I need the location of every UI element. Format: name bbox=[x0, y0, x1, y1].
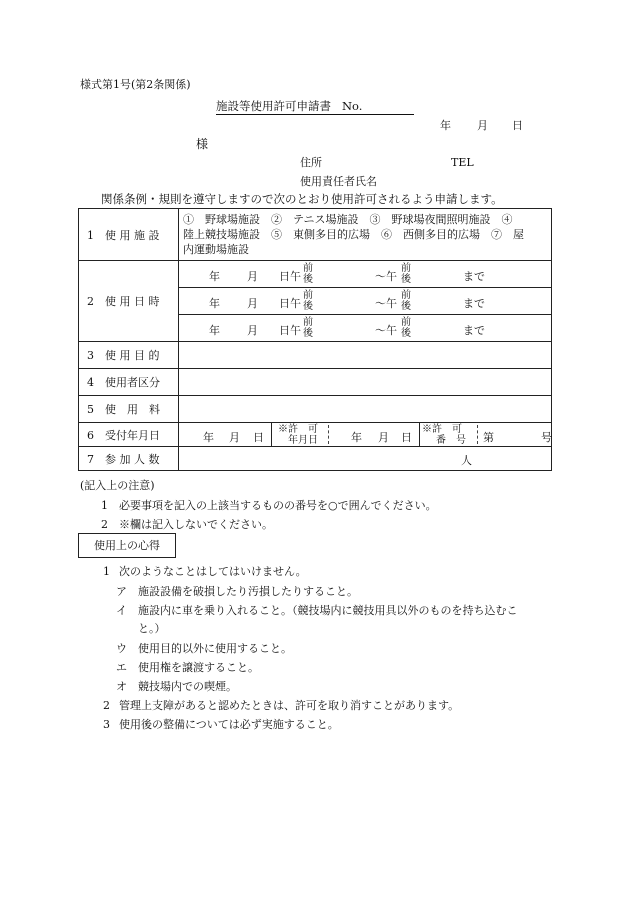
label-receipt bbox=[79, 423, 179, 447]
subitem-mark: エ bbox=[116, 661, 127, 674]
receipt-month: 月 bbox=[229, 431, 240, 444]
facility-options[interactable] bbox=[179, 209, 552, 261]
receipt-year: 年 bbox=[203, 431, 214, 444]
dt-month: 月 bbox=[247, 270, 258, 283]
row-facility bbox=[79, 209, 552, 261]
notes-header: (記入上の注意) bbox=[80, 479, 155, 492]
subitem-mark: ウ bbox=[116, 642, 127, 655]
dt-year: 年 bbox=[209, 270, 220, 283]
label-num: 2 bbox=[87, 295, 94, 308]
label-num: 6 bbox=[87, 428, 94, 442]
participants-unit: 人 bbox=[461, 454, 472, 467]
guideline-num: 2 bbox=[103, 699, 110, 712]
guideline-item bbox=[103, 563, 307, 579]
dt-range: ～午 bbox=[375, 270, 397, 283]
subitem-text: 施設内に車を乗り入れること。（競技場内に競技用具以外のものを持ち込むこ bbox=[138, 604, 518, 617]
guidelines-header: 使用上の心得 bbox=[78, 533, 176, 558]
label-facility bbox=[79, 209, 179, 261]
facility-line-2: 陸上競技場施設 ⑤ 東側多目的広場 ⑥ 西側多目的広場 ⑦ 屋 bbox=[183, 228, 524, 241]
subitem-text: 施設設備を破損したり汚損したりすること。 bbox=[138, 585, 358, 598]
label-text: 使 用 施 設 bbox=[105, 228, 160, 242]
application-table bbox=[78, 208, 552, 471]
row-fee bbox=[79, 396, 552, 423]
intro-text: 関係条例・規則を遵守しますので次のとおり使用許可されるよう申請します。 bbox=[101, 192, 503, 206]
label-text: 使用者区分 bbox=[105, 376, 160, 389]
divider bbox=[419, 423, 420, 446]
receipt-cell bbox=[179, 423, 552, 447]
subitem-mark: イ bbox=[116, 604, 127, 617]
header-day: 日 bbox=[512, 119, 523, 132]
note-item bbox=[101, 516, 273, 532]
address-label: 住所 bbox=[300, 156, 322, 169]
label-participants bbox=[79, 447, 179, 471]
datetime-slot[interactable] bbox=[179, 315, 552, 342]
guideline-subitem bbox=[116, 678, 237, 694]
note-text: ※欄は記入しないでください。 bbox=[119, 518, 273, 531]
participants-field[interactable] bbox=[179, 447, 552, 471]
dt-day-am: 日午 bbox=[279, 297, 301, 310]
permit-date-label: ※許 可 年月日 bbox=[278, 424, 318, 446]
label-num: 3 bbox=[87, 349, 94, 362]
header-year: 年 bbox=[440, 119, 451, 132]
dt-until: まで bbox=[463, 297, 485, 310]
permit-year: 年 bbox=[351, 431, 362, 444]
subitem-text: 競技場内での喫煙。 bbox=[138, 680, 237, 693]
dt-end-ampm: 前 後 bbox=[401, 263, 411, 285]
dt-start-ampm: 前 後 bbox=[303, 317, 313, 339]
fee-field[interactable] bbox=[179, 396, 552, 423]
guideline-subitem bbox=[116, 659, 259, 675]
subitem-text: 使用権を譲渡すること。 bbox=[138, 661, 259, 674]
label-fee bbox=[79, 396, 179, 423]
guideline-item bbox=[103, 697, 459, 713]
dt-start-ampm: 前 後 bbox=[303, 290, 313, 312]
label-num: 1 bbox=[87, 228, 94, 242]
dt-day-am: 日午 bbox=[279, 270, 301, 283]
label-num: 4 bbox=[87, 376, 94, 389]
dt-range: ～午 bbox=[375, 324, 397, 337]
dt-end-ampm: 前 後 bbox=[401, 290, 411, 312]
representative-label: 使用責任者氏名 bbox=[300, 175, 377, 188]
guideline-subitem-cont: と。） bbox=[138, 622, 166, 635]
dt-start-ampm: 前 後 bbox=[303, 263, 313, 285]
row-receipt bbox=[79, 423, 552, 447]
row-datetime-1 bbox=[79, 261, 552, 288]
label-datetime bbox=[79, 261, 179, 342]
permit-month: 月 bbox=[378, 431, 389, 444]
addressee-suffix: 様 bbox=[196, 137, 209, 151]
datetime-slot[interactable] bbox=[179, 261, 552, 288]
dt-year: 年 bbox=[209, 297, 220, 310]
dt-year: 年 bbox=[209, 324, 220, 337]
guideline-subitem bbox=[116, 640, 292, 656]
datetime-slot[interactable] bbox=[179, 288, 552, 315]
category-field[interactable] bbox=[179, 369, 552, 396]
dash-divider bbox=[328, 425, 329, 444]
dt-month: 月 bbox=[247, 324, 258, 337]
permit-no-suffix: 号 bbox=[541, 431, 552, 444]
guideline-subitem bbox=[116, 602, 518, 618]
subitem-mark: ア bbox=[116, 585, 127, 598]
form-number: 様式第1号(第2条関係) bbox=[80, 78, 191, 91]
purpose-field[interactable] bbox=[179, 342, 552, 369]
row-participants bbox=[79, 447, 552, 471]
label-text: 使 用 目 的 bbox=[105, 349, 160, 362]
row-category bbox=[79, 369, 552, 396]
note-num: 1 bbox=[101, 499, 108, 512]
label-text: 参 加 人 数 bbox=[105, 452, 160, 466]
divider bbox=[271, 423, 272, 446]
guideline-item bbox=[103, 716, 339, 732]
subitem-mark: オ bbox=[116, 680, 127, 693]
title-no-label: No. bbox=[341, 99, 363, 113]
permit-no-label: ※許 可 番 号 bbox=[422, 424, 466, 446]
dt-day-am: 日午 bbox=[279, 324, 301, 337]
note-text: 必要事項を記入の上該当するものの番号を○で囲んでください。 bbox=[119, 499, 437, 512]
tel-label: TEL bbox=[451, 156, 474, 169]
label-purpose bbox=[79, 342, 179, 369]
dt-until: まで bbox=[463, 270, 485, 283]
label-num: 5 bbox=[87, 403, 94, 416]
receipt-day: 日 bbox=[253, 431, 264, 444]
label-text: 使 用 料 bbox=[105, 403, 160, 416]
permit-no-prefix: 第 bbox=[483, 431, 494, 444]
label-text: 使 用 日 時 bbox=[105, 295, 160, 308]
label-category bbox=[79, 369, 179, 396]
label-num: 7 bbox=[87, 452, 94, 466]
guideline-subitem bbox=[116, 583, 358, 599]
row-purpose bbox=[79, 342, 552, 369]
header-month: 月 bbox=[477, 119, 488, 132]
guideline-num: 1 bbox=[103, 565, 110, 578]
header-date bbox=[440, 120, 523, 132]
dt-end-ampm: 前 後 bbox=[401, 317, 411, 339]
facility-line-3: 内運動場施設 bbox=[183, 243, 249, 256]
permit-day: 日 bbox=[401, 431, 412, 444]
dt-range: ～午 bbox=[375, 297, 397, 310]
guideline-text: 使用後の整備については必ず実施すること。 bbox=[119, 718, 339, 731]
title-text: 施設等使用許可申請書 bbox=[216, 99, 331, 113]
note-num: 2 bbox=[101, 518, 108, 531]
note-item bbox=[101, 497, 437, 513]
subitem-text: 使用目的以外に使用すること。 bbox=[138, 642, 292, 655]
guideline-text: 管理上支障があると認めたときは、許可を取り消すことがあります。 bbox=[119, 699, 460, 712]
facility-line-1: ① 野球場施設 ② テニス場施設 ③ 野球場夜間照明施設 ④ bbox=[183, 213, 513, 226]
label-text: 受付年月日 bbox=[105, 428, 160, 442]
dt-month: 月 bbox=[247, 297, 258, 310]
guideline-num: 3 bbox=[103, 718, 110, 731]
guideline-text: 次のようなことはしてはいけません。 bbox=[119, 565, 307, 578]
dt-until: まで bbox=[463, 324, 485, 337]
dash-divider bbox=[477, 425, 478, 444]
form-title bbox=[216, 100, 414, 115]
